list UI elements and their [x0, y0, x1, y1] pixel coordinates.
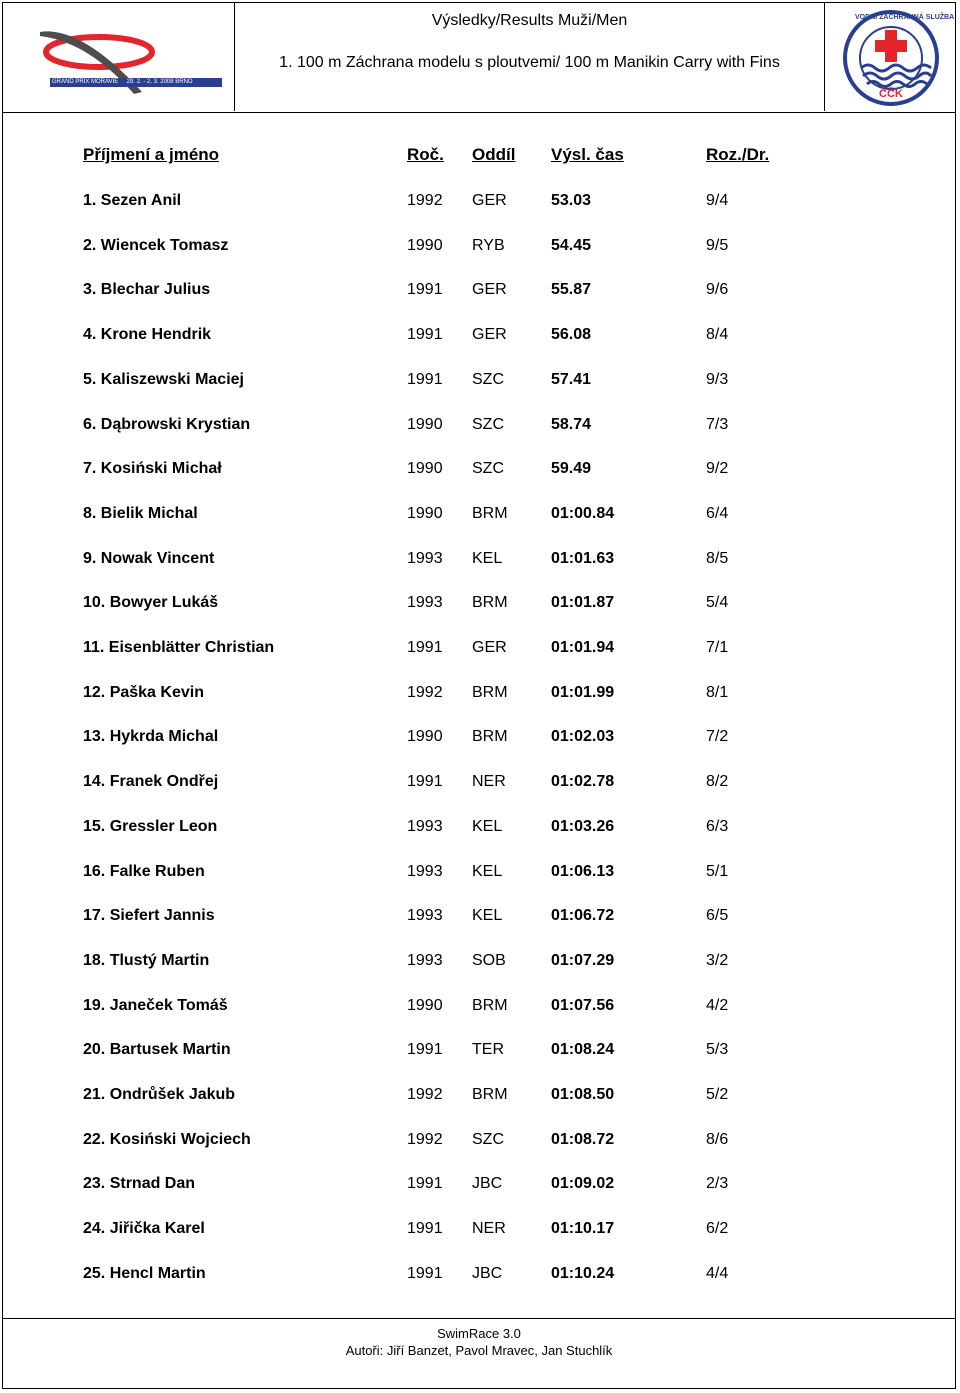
heat-lane: 8/2 [706, 773, 729, 790]
result-time: 01:10.24 [551, 1265, 615, 1282]
club-code: BRM [472, 1086, 508, 1103]
club-code: KEL [472, 550, 503, 567]
heat-lane: 9/6 [706, 281, 729, 298]
result-time: 01:08.24 [551, 1041, 615, 1058]
athlete-name: 20. Bartusek Martin [83, 1041, 231, 1058]
athlete-name: 1. Sezen Anil [83, 192, 182, 209]
heat-lane: 9/5 [706, 237, 729, 254]
athlete-name: 15. Gressler Leon [83, 818, 218, 835]
result-time: 01:10.17 [551, 1220, 615, 1237]
birth-year: 1992 [407, 1131, 443, 1148]
result-time: 01:01.99 [551, 684, 615, 701]
birth-year: 1991 [407, 1220, 443, 1237]
club-code: TER [472, 1041, 504, 1058]
grand-prix-logo-text: GRAND PRIX MORAVIE 29. 2. - 2. 3. 2008 BRNO [52, 79, 193, 85]
heat-lane: 7/2 [706, 728, 729, 745]
club-code: SZC [472, 371, 504, 388]
footer-authors: Autoři: Jiří Banzet, Pavol Mravec, Jan Stuchlík [345, 1343, 613, 1358]
heat-lane: 5/4 [706, 594, 729, 611]
athlete-name: 12. Paška Kevin [83, 684, 204, 701]
birth-year: 1991 [407, 371, 443, 388]
club-code: NER [472, 773, 506, 790]
result-time: 01:06.13 [551, 863, 615, 880]
heat-lane: 5/1 [706, 863, 729, 880]
birth-year: 1993 [407, 863, 443, 880]
club-code: SZC [472, 416, 504, 433]
result-time: 01:00.84 [551, 505, 615, 522]
birth-year: 1993 [407, 818, 443, 835]
footer-software: SwimRace 3.0 [437, 1326, 521, 1341]
birth-year: 1991 [407, 1265, 443, 1282]
col-header-club: Oddíl [472, 145, 516, 164]
birth-year: 1991 [407, 1041, 443, 1058]
club-code: GER [472, 192, 507, 209]
result-time: 01:01.94 [551, 639, 615, 656]
footer-divider [2, 1318, 956, 1319]
club-code: BRM [472, 684, 508, 701]
club-code: BRM [472, 594, 508, 611]
heat-lane: 3/2 [706, 952, 729, 969]
water-rescue-seal-abbr: ČČK [879, 88, 903, 100]
birth-year: 1993 [407, 907, 443, 924]
club-code: KEL [472, 818, 503, 835]
club-code: JBC [472, 1265, 503, 1282]
heat-lane: 9/3 [706, 371, 729, 388]
result-time: 01:03.26 [551, 818, 615, 835]
heat-lane: 4/4 [706, 1265, 729, 1282]
club-code: BRM [472, 505, 508, 522]
heat-lane: 5/3 [706, 1041, 729, 1058]
athlete-name: 3. Blechar Julius [83, 281, 211, 298]
athlete-name: 5. Kaliszewski Maciej [83, 371, 244, 388]
athlete-name: 23. Strnad Dan [83, 1175, 196, 1192]
heat-lane: 9/4 [706, 192, 729, 209]
athlete-name: 18. Tlustý Martin [83, 952, 210, 969]
heat-lane: 7/3 [706, 416, 729, 433]
heat-lane: 2/3 [706, 1175, 729, 1192]
birth-year: 1991 [407, 326, 443, 343]
birth-year: 1992 [407, 684, 443, 701]
birth-year: 1991 [407, 639, 443, 656]
club-code: SOB [472, 952, 506, 969]
heat-lane: 4/2 [706, 997, 729, 1014]
result-time: 54.45 [551, 237, 592, 254]
result-time: 55.87 [551, 281, 592, 298]
result-time: 56.08 [551, 326, 592, 343]
result-time: 59.49 [551, 460, 592, 477]
water-rescue-logo-box [824, 2, 956, 111]
heat-lane: 6/5 [706, 907, 729, 924]
heat-lane: 6/3 [706, 818, 729, 835]
birth-year: 1990 [407, 416, 443, 433]
heat-lane: 8/4 [706, 326, 729, 343]
heat-lane: 7/1 [706, 639, 729, 656]
club-code: BRM [472, 997, 508, 1014]
athlete-name: 13. Hykrda Michal [83, 728, 219, 745]
athlete-name: 21. Ondrůšek Jakub [83, 1086, 236, 1103]
athlete-name: 10. Bowyer Lukáš [83, 594, 219, 611]
club-code: JBC [472, 1175, 503, 1192]
athlete-name: 4. Krone Hendrik [83, 326, 212, 343]
grand-prix-logo-icon [2, 2, 233, 111]
result-time: 01:01.63 [551, 550, 615, 567]
athlete-name: 24. Jiřička Karel [83, 1220, 205, 1237]
club-code: RYB [472, 237, 505, 254]
club-code: GER [472, 281, 507, 298]
col-header-time: Výsl. čas [551, 145, 624, 164]
birth-year: 1991 [407, 773, 443, 790]
result-time: 58.74 [551, 416, 592, 433]
birth-year: 1990 [407, 460, 443, 477]
col-header-name: Příjmení a jméno [83, 145, 220, 164]
result-time: 01:07.29 [551, 952, 615, 969]
athlete-name: 22. Kosiński Wojciech [83, 1131, 251, 1148]
athlete-name: 6. Dąbrowski Krystian [83, 416, 251, 433]
birth-year: 1990 [407, 505, 443, 522]
event-subtitle: 1. 100 m Záchrana modelu s ploutvemi/ 100 m Manikin Carry with Fins [279, 54, 780, 71]
birth-year: 1991 [407, 1175, 443, 1192]
result-time: 01:01.87 [551, 594, 615, 611]
result-time: 01:08.50 [551, 1086, 615, 1103]
heat-lane: 8/6 [706, 1131, 729, 1148]
club-code: GER [472, 639, 507, 656]
birth-year: 1990 [407, 728, 443, 745]
result-time: 53.03 [551, 192, 592, 209]
result-time: 01:08.72 [551, 1131, 615, 1148]
heat-lane: 5/2 [706, 1086, 729, 1103]
athlete-name: 2. Wiencek Tomasz [83, 237, 229, 254]
club-code: SZC [472, 1131, 504, 1148]
athlete-name: 11. Eisenblätter Christian [83, 639, 275, 656]
birth-year: 1992 [407, 192, 443, 209]
birth-year: 1993 [407, 594, 443, 611]
result-time: 01:09.02 [551, 1175, 615, 1192]
birth-year: 1990 [407, 997, 443, 1014]
club-code: BRM [472, 728, 508, 745]
heat-lane: 8/1 [706, 684, 729, 701]
col-header-heat: Roz./Dr. [706, 145, 770, 164]
heat-lane: 9/2 [706, 460, 729, 477]
heat-lane: 8/5 [706, 550, 729, 567]
results-title: Výsledky/Results Muži/Men [431, 12, 628, 29]
page-header [2, 2, 956, 113]
club-code: SZC [472, 460, 504, 477]
athlete-name: 7. Kosiński Michał [83, 460, 222, 477]
heat-lane: 6/4 [706, 505, 729, 522]
birth-year: 1993 [407, 550, 443, 567]
grand-prix-logo-box [2, 2, 235, 111]
athlete-name: 25. Hencl Martin [83, 1265, 206, 1282]
athlete-name: 8. Bielik Michal [83, 505, 198, 522]
club-code: NER [472, 1220, 506, 1237]
result-time: 01:02.03 [551, 728, 615, 745]
birth-year: 1990 [407, 237, 443, 254]
athlete-name: 19. Janeček Tomáš [83, 997, 228, 1014]
birth-year: 1992 [407, 1086, 443, 1103]
athlete-name: 16. Falke Ruben [83, 863, 205, 880]
club-code: KEL [472, 863, 503, 880]
result-time: 01:02.78 [551, 773, 615, 790]
result-time: 57.41 [551, 371, 592, 388]
result-time: 01:06.72 [551, 907, 615, 924]
heat-lane: 6/2 [706, 1220, 729, 1237]
club-code: GER [472, 326, 507, 343]
birth-year: 1991 [407, 281, 443, 298]
club-code: KEL [472, 907, 503, 924]
result-time: 01:07.56 [551, 997, 615, 1014]
athlete-name: 14. Franek Ondřej [83, 773, 219, 790]
athlete-name: 9. Nowak Vincent [83, 550, 215, 567]
water-rescue-seal-text: VODNÍ ZÁCHRANNÁ SLUŽBA [855, 14, 955, 21]
col-header-year: Roč. [407, 145, 444, 164]
athlete-name: 17. Siefert Jannis [83, 907, 215, 924]
birth-year: 1993 [407, 952, 443, 969]
